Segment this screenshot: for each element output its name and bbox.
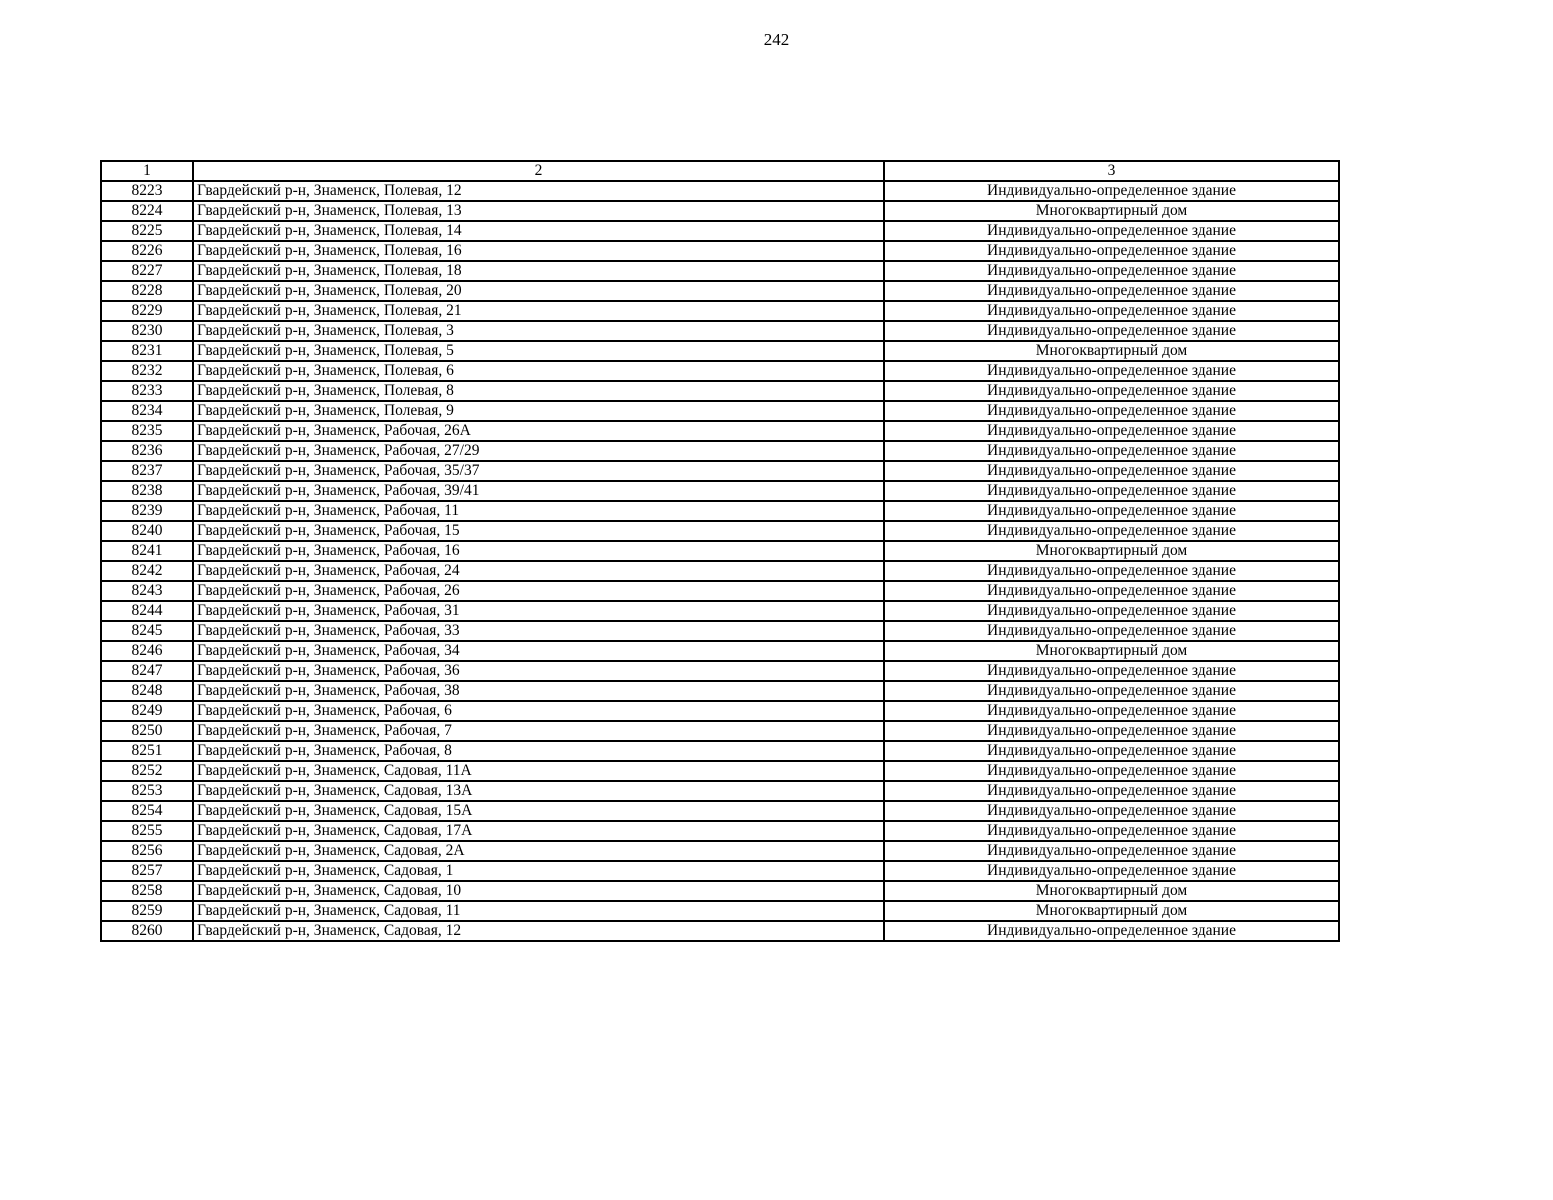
column-header-1: 1 <box>101 161 193 181</box>
table-row <box>101 881 1339 901</box>
row-number-cell: 8260 <box>101 921 193 941</box>
address-cell: Гвардейский р-н, Знаменск, Полевая, 3 <box>193 321 884 341</box>
row-number-cell: 8253 <box>101 781 193 801</box>
table-row <box>101 921 1339 941</box>
building-type-cell: Индивидуально-определенное здание <box>884 321 1339 341</box>
table-row <box>101 861 1339 881</box>
table-row <box>101 361 1339 381</box>
address-cell: Гвардейский р-н, Знаменск, Полевая, 8 <box>193 381 884 401</box>
row-number-cell: 8245 <box>101 621 193 641</box>
table-row <box>101 301 1339 321</box>
table-row <box>101 441 1339 461</box>
row-number-cell: 8239 <box>101 501 193 521</box>
row-number-cell: 8241 <box>101 541 193 561</box>
building-type-cell: Индивидуально-определенное здание <box>884 401 1339 421</box>
building-type-cell: Индивидуально-определенное здание <box>884 581 1339 601</box>
table-row <box>101 461 1339 481</box>
row-number-cell: 8242 <box>101 561 193 581</box>
table-row <box>101 721 1339 741</box>
table-row <box>101 401 1339 421</box>
row-number-cell: 8230 <box>101 321 193 341</box>
address-cell: Гвардейский р-н, Знаменск, Садовая, 11А <box>193 761 884 781</box>
building-type-cell: Многоквартирный дом <box>884 901 1339 921</box>
building-type-cell: Индивидуально-определенное здание <box>884 681 1339 701</box>
table-body <box>101 161 1339 941</box>
table-row <box>101 221 1339 241</box>
table-row <box>101 681 1339 701</box>
address-cell: Гвардейский р-н, Знаменск, Рабочая, 11 <box>193 501 884 521</box>
building-type-cell: Индивидуально-определенное здание <box>884 381 1339 401</box>
address-cell: Гвардейский р-н, Знаменск, Садовая, 15А <box>193 801 884 821</box>
building-type-cell: Многоквартирный дом <box>884 201 1339 221</box>
address-cell: Гвардейский р-н, Знаменск, Полевая, 13 <box>193 201 884 221</box>
address-cell: Гвардейский р-н, Знаменск, Полевая, 21 <box>193 301 884 321</box>
address-cell: Гвардейский р-н, Знаменск, Рабочая, 8 <box>193 741 884 761</box>
row-number-cell: 8251 <box>101 741 193 761</box>
row-number-cell: 8236 <box>101 441 193 461</box>
address-cell: Гвардейский р-н, Знаменск, Рабочая, 36 <box>193 661 884 681</box>
row-number-cell: 8248 <box>101 681 193 701</box>
building-type-cell: Индивидуально-определенное здание <box>884 301 1339 321</box>
building-type-cell: Индивидуально-определенное здание <box>884 701 1339 721</box>
row-number-cell: 8227 <box>101 261 193 281</box>
building-type-cell: Индивидуально-определенное здание <box>884 361 1339 381</box>
address-cell: Гвардейский р-н, Знаменск, Рабочая, 26 <box>193 581 884 601</box>
table-row <box>101 601 1339 621</box>
building-type-cell: Индивидуально-определенное здание <box>884 601 1339 621</box>
row-number-cell: 8240 <box>101 521 193 541</box>
building-type-cell: Индивидуально-определенное здание <box>884 221 1339 241</box>
row-number-cell: 8254 <box>101 801 193 821</box>
building-type-cell: Индивидуально-определенное здание <box>884 661 1339 681</box>
table-row <box>101 741 1339 761</box>
row-number-cell: 8237 <box>101 461 193 481</box>
address-cell: Гвардейский р-н, Знаменск, Полевая, 6 <box>193 361 884 381</box>
building-type-cell: Индивидуально-определенное здание <box>884 781 1339 801</box>
table-row <box>101 761 1339 781</box>
building-type-cell: Многоквартирный дом <box>884 641 1339 661</box>
table-row <box>101 901 1339 921</box>
address-cell: Гвардейский р-н, Знаменск, Рабочая, 35/37 <box>193 461 884 481</box>
address-cell: Гвардейский р-н, Знаменск, Рабочая, 38 <box>193 681 884 701</box>
row-number-cell: 8233 <box>101 381 193 401</box>
building-type-cell: Индивидуально-определенное здание <box>884 281 1339 301</box>
building-type-cell: Индивидуально-определенное здание <box>884 761 1339 781</box>
row-number-cell: 8250 <box>101 721 193 741</box>
address-cell: Гвардейский р-н, Знаменск, Полевая, 20 <box>193 281 884 301</box>
row-number-cell: 8247 <box>101 661 193 681</box>
row-number-cell: 8255 <box>101 821 193 841</box>
table-row <box>101 641 1339 661</box>
building-type-cell: Индивидуально-определенное здание <box>884 841 1339 861</box>
table-row <box>101 201 1339 221</box>
table-header-row <box>101 161 1339 181</box>
table-row <box>101 501 1339 521</box>
building-type-cell: Многоквартирный дом <box>884 881 1339 901</box>
row-number-cell: 8225 <box>101 221 193 241</box>
address-cell: Гвардейский р-н, Знаменск, Полевая, 12 <box>193 181 884 201</box>
row-number-cell: 8235 <box>101 421 193 441</box>
table-row <box>101 541 1339 561</box>
table-row <box>101 421 1339 441</box>
table-row <box>101 621 1339 641</box>
address-cell: Гвардейский р-н, Знаменск, Полевая, 9 <box>193 401 884 421</box>
table-row <box>101 281 1339 301</box>
row-number-cell: 8252 <box>101 761 193 781</box>
address-cell: Гвардейский р-н, Знаменск, Садовая, 10 <box>193 881 884 901</box>
address-cell: Гвардейский р-н, Знаменск, Садовая, 1 <box>193 861 884 881</box>
address-cell: Гвардейский р-н, Знаменск, Полевая, 16 <box>193 241 884 261</box>
address-cell: Гвардейский р-н, Знаменск, Рабочая, 16 <box>193 541 884 561</box>
address-cell: Гвардейский р-н, Знаменск, Рабочая, 31 <box>193 601 884 621</box>
address-cell: Гвардейский р-н, Знаменск, Рабочая, 7 <box>193 721 884 741</box>
row-number-cell: 8238 <box>101 481 193 501</box>
row-number-cell: 8223 <box>101 181 193 201</box>
building-type-cell: Индивидуально-определенное здание <box>884 801 1339 821</box>
address-cell: Гвардейский р-н, Знаменск, Рабочая, 27/29 <box>193 441 884 461</box>
row-number-cell: 8232 <box>101 361 193 381</box>
page-number: 242 <box>763 30 790 49</box>
building-registry-table <box>100 160 1340 942</box>
row-number-cell: 8226 <box>101 241 193 261</box>
column-header-2: 2 <box>193 161 884 181</box>
address-cell: Гвардейский р-н, Знаменск, Полевая, 14 <box>193 221 884 241</box>
address-cell: Гвардейский р-н, Знаменск, Рабочая, 15 <box>193 521 884 541</box>
table-row <box>101 561 1339 581</box>
row-number-cell: 8259 <box>101 901 193 921</box>
table-row <box>101 321 1339 341</box>
table-row <box>101 581 1339 601</box>
building-type-cell: Индивидуально-определенное здание <box>884 921 1339 941</box>
building-type-cell: Индивидуально-определенное здание <box>884 461 1339 481</box>
building-type-cell: Индивидуально-определенное здание <box>884 561 1339 581</box>
address-cell: Гвардейский р-н, Знаменск, Садовая, 12 <box>193 921 884 941</box>
column-header-3: 3 <box>884 161 1339 181</box>
row-number-cell: 8249 <box>101 701 193 721</box>
row-number-cell: 8229 <box>101 301 193 321</box>
table-row <box>101 181 1339 201</box>
table-row <box>101 781 1339 801</box>
building-type-cell: Индивидуально-определенное здание <box>884 481 1339 501</box>
table-row <box>101 821 1339 841</box>
row-number-cell: 8244 <box>101 601 193 621</box>
building-type-cell: Многоквартирный дом <box>884 341 1339 361</box>
row-number-cell: 8256 <box>101 841 193 861</box>
row-number-cell: 8258 <box>101 881 193 901</box>
building-type-cell: Индивидуально-определенное здание <box>884 261 1339 281</box>
address-cell: Гвардейский р-н, Знаменск, Рабочая, 33 <box>193 621 884 641</box>
building-type-cell: Индивидуально-определенное здание <box>884 521 1339 541</box>
building-type-cell: Индивидуально-определенное здание <box>884 721 1339 741</box>
building-type-cell: Индивидуально-определенное здание <box>884 861 1339 881</box>
table-row <box>101 381 1339 401</box>
table-row <box>101 841 1339 861</box>
address-cell: Гвардейский р-н, Знаменск, Рабочая, 24 <box>193 561 884 581</box>
table-row <box>101 261 1339 281</box>
address-cell: Гвардейский р-н, Знаменск, Рабочая, 34 <box>193 641 884 661</box>
address-cell: Гвардейский р-н, Знаменск, Садовая, 13А <box>193 781 884 801</box>
address-cell: Гвардейский р-н, Знаменск, Полевая, 18 <box>193 261 884 281</box>
address-cell: Гвардейский р-н, Знаменск, Садовая, 11 <box>193 901 884 921</box>
row-number-cell: 8228 <box>101 281 193 301</box>
address-cell: Гвардейский р-н, Знаменск, Полевая, 5 <box>193 341 884 361</box>
address-cell: Гвардейский р-н, Знаменск, Рабочая, 6 <box>193 701 884 721</box>
row-number-cell: 8234 <box>101 401 193 421</box>
building-type-cell: Индивидуально-определенное здание <box>884 821 1339 841</box>
building-type-cell: Индивидуально-определенное здание <box>884 501 1339 521</box>
address-cell: Гвардейский р-н, Знаменск, Садовая, 2А <box>193 841 884 861</box>
address-cell: Гвардейский р-н, Знаменск, Садовая, 17А <box>193 821 884 841</box>
building-type-cell: Индивидуально-определенное здание <box>884 741 1339 761</box>
building-type-cell: Индивидуально-определенное здание <box>884 181 1339 201</box>
address-cell: Гвардейский р-н, Знаменск, Рабочая, 39/41 <box>193 481 884 501</box>
table-row <box>101 341 1339 361</box>
building-type-cell: Индивидуально-определенное здание <box>884 621 1339 641</box>
table-row <box>101 481 1339 501</box>
row-number-cell: 8257 <box>101 861 193 881</box>
table-row <box>101 241 1339 261</box>
table-row <box>101 701 1339 721</box>
table-row <box>101 661 1339 681</box>
building-type-cell: Индивидуально-определенное здание <box>884 441 1339 461</box>
row-number-cell: 8231 <box>101 341 193 361</box>
table-row <box>101 521 1339 541</box>
row-number-cell: 8224 <box>101 201 193 221</box>
building-type-cell: Индивидуально-определенное здание <box>884 241 1339 261</box>
row-number-cell: 8243 <box>101 581 193 601</box>
row-number-cell: 8246 <box>101 641 193 661</box>
address-cell: Гвардейский р-н, Знаменск, Рабочая, 26А <box>193 421 884 441</box>
building-type-cell: Индивидуально-определенное здание <box>884 421 1339 441</box>
table-row <box>101 801 1339 821</box>
building-type-cell: Многоквартирный дом <box>884 541 1339 561</box>
